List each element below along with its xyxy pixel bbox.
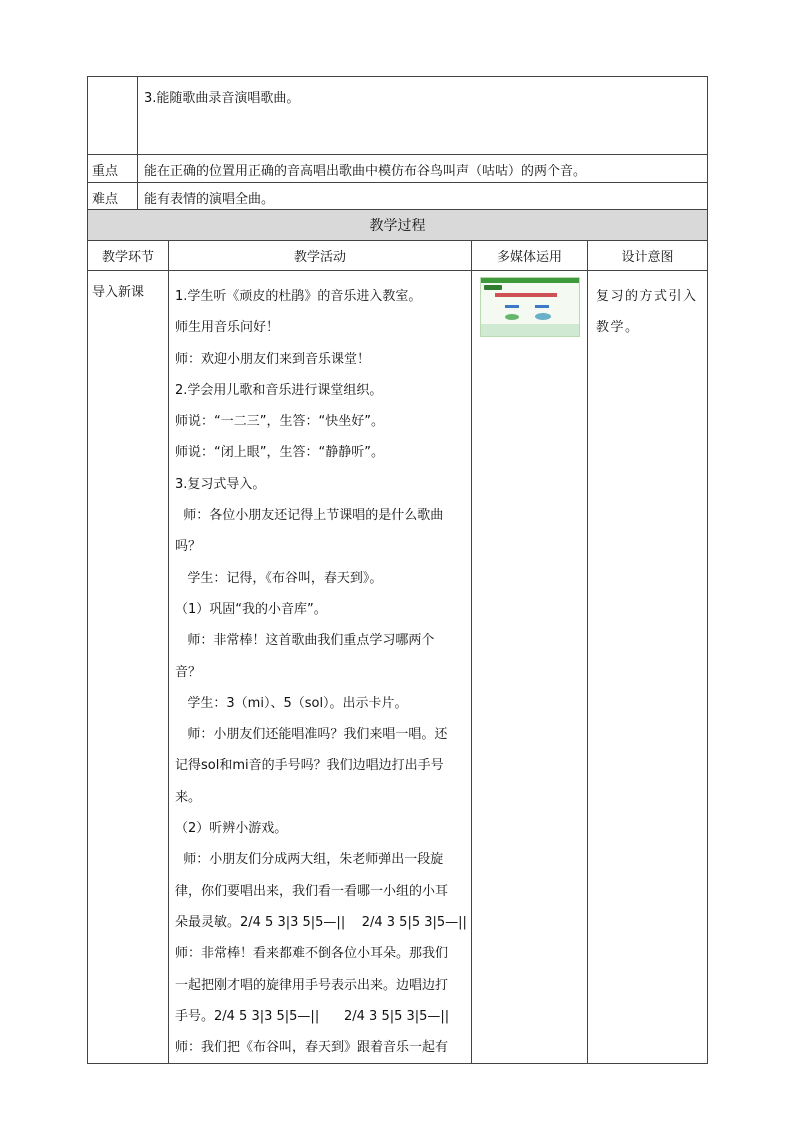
- key-point-text: 能在正确的位置用正确的音高唱出歌曲中模仿布谷鸟叫声（咕咕）的两个音。: [144, 164, 587, 179]
- activity-line: 师生用音乐问好！: [175, 320, 280, 336]
- activity-line: 师：我们把《布谷叫，春天到》跟着音乐一起有: [175, 1040, 449, 1056]
- slide-thumbnail: [480, 277, 580, 337]
- header-media: 多媒体运用: [472, 241, 588, 271]
- activity-line: 学生：3（mi）、5（sol）。出示卡片。: [175, 695, 408, 711]
- difficulty-label: 难点: [92, 192, 119, 207]
- difficulty-cell: [138, 183, 708, 210]
- objective-row: [88, 77, 708, 155]
- header-step: 教学环节: [88, 241, 169, 271]
- process-title: 教学过程: [88, 210, 708, 241]
- key-point-label: 重点: [92, 164, 119, 179]
- activity-line: 吗？: [175, 539, 202, 555]
- activity-line: 朵最灵敏。2/4 5 3|3 5|5—|| 2/4 3 5|5 3|5—||: [175, 914, 467, 930]
- activity-line: 律，你们要唱出来，我们看一看哪一小组的小耳: [175, 883, 449, 899]
- header-activity: 教学活动: [169, 241, 472, 271]
- activity-line: 2.学会用儿歌和音乐进行课堂组织。: [175, 382, 383, 398]
- activity-cell: [169, 271, 472, 1064]
- activity-line: （1）巩固“我的小音库”。: [175, 601, 327, 617]
- activity-line: 师：小朋友们分成两大组，朱老师弹出一段旋: [175, 852, 444, 868]
- activity-line: 师：各位小朋友还记得上节课唱的是什么歌曲: [175, 508, 444, 524]
- activity-line: 师：非常棒！看来都难不倒各位小耳朵。那我们: [175, 946, 449, 962]
- objective-3-text: 3.能随歌曲录音演唱歌曲。: [144, 91, 300, 106]
- difficulty-label-cell: [88, 183, 138, 210]
- media-cell: [472, 271, 588, 1064]
- lesson-plan-sheet: [87, 76, 707, 1064]
- difficulty-row: [88, 183, 708, 210]
- activity-line: 手号。2/4 5 3|3 5|5—|| 2/4 3 5|5 3|5—||: [175, 1008, 450, 1024]
- key-point-row: [88, 155, 708, 183]
- activity-line: 师：欢迎小朋友们来到音乐课堂！: [175, 351, 371, 367]
- design-intent-text: 复习的方式引入教学。: [596, 289, 698, 335]
- header-design: 设计意图: [588, 241, 708, 271]
- activity-line: 学生：记得，《布谷叫，春天到》。: [175, 570, 383, 586]
- activity-line: 1.学生听《顽皮的杜鹃》的音乐进入教室。: [175, 289, 422, 304]
- activity-line: 师说：“闭上眼”，生答：“静静听”。: [175, 445, 384, 461]
- objective-label-cell: [88, 77, 138, 155]
- key-point-cell: [138, 155, 708, 183]
- activity-line: （2）听辨小游戏。: [175, 821, 288, 837]
- key-point-label-cell: [88, 155, 138, 183]
- lesson-plan-table: [87, 76, 708, 1064]
- design-cell: [588, 271, 708, 1064]
- activity-line: 一起把刚才唱的旋律用手号表示出来。边唱边打: [175, 977, 449, 993]
- activity-line: 3.复习式导入。: [175, 476, 266, 492]
- difficulty-text: 能有表情的演唱全曲。: [144, 192, 275, 207]
- activity-line: 来。: [175, 789, 202, 805]
- activity-line: 师：小朋友们还能唱准吗？我们来唱一唱。还: [175, 727, 448, 743]
- process-title-row: [88, 210, 708, 241]
- activity-line: 记得sol和mi音的手号吗？我们边唱边打出手号: [175, 758, 444, 774]
- activity-text: [169, 271, 471, 1063]
- objective-cell: [138, 77, 708, 155]
- step-cell: [88, 271, 169, 1064]
- activity-line: 师说：“一二三”，生答：“快坐好”。: [175, 414, 384, 430]
- intro-row: [88, 271, 708, 1064]
- activity-line: 师：非常棒！这首歌曲我们重点学习哪两个: [175, 633, 435, 649]
- activity-line: 音？: [175, 664, 202, 680]
- column-header-row: [88, 241, 708, 271]
- step-label: 导入新课: [92, 285, 145, 300]
